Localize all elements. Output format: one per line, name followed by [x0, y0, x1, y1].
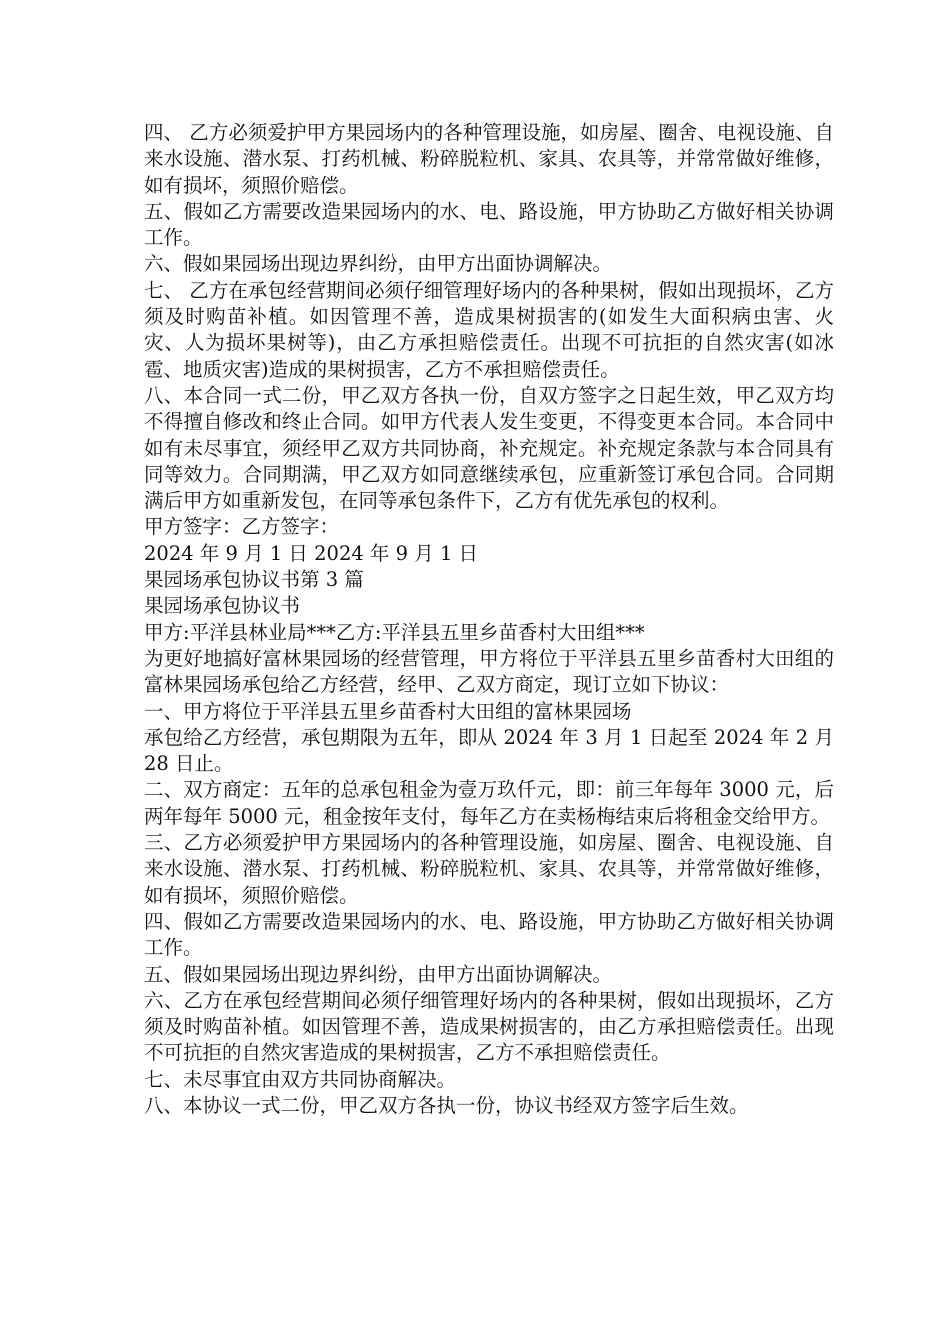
parties-line: 甲方:平洋县林业局***乙方:平洋县五里乡苗香村大田组***	[144, 620, 645, 644]
document-body	[144, 120, 834, 1119]
clause-1-orchard: 一、甲方将位于平洋县五里乡苗香村大田组的富林果园场	[144, 699, 632, 723]
clause-5-boundary: 五、假如果园场出现边界纠纷，由甲方出面协调解决。	[144, 962, 613, 986]
clause-4-facilities: 四、 乙方必须爱护甲方果园场内的各种管理设施，如房屋、圈舍、电视设施、自来水设施、潜水泵、打药机械、粉碎脱粒机、家具、农具等，并常常做好维修，如有损坏，须照价赔偿。	[144, 121, 834, 197]
clause-3-facilities: 三、乙方必须爱护甲方果园场内的各种管理设施，如房屋、圈舍、电视设施、自来水设施、潜水泵、打药机械、粉碎脱粒机、家具、农具等，并常常做好维修，如有损坏，须照价赔偿。	[144, 831, 834, 907]
clause-7-other-matters: 七、未尽事宜由双方共同协商解决。	[144, 1067, 457, 1091]
signature-dates: 2024 年 9 月 1 日 2024 年 9 月 1 日	[144, 541, 479, 565]
clause-8-contract-validity: 八、本合同一式二份，甲乙双方各执一份，自双方签字之日起生效，甲乙双方均不得擅自修改和终止合同。如甲方代表人发生变更，不得变更本合同。本合同中如有未尽事宜，须经甲乙双方共同协商，补充规定。补充规定条款与本合同具有同等效力。合同期满，甲乙双方如同意继续承包，应重新签订承包合同。合同期满后甲方如重新发包，在同等承包条件下，乙方有优先承包的权利。	[144, 383, 834, 513]
preamble: 为更好地搞好富林果园场的经营管理，甲方将位于平洋县五里乡苗香村大田组的富林果园场承包给乙方经营，经甲、乙双方商定，现订立如下协议：	[144, 646, 834, 697]
clause-5-renovation: 五、假如乙方需要改造果园场内的水、电、路设施，甲方协助乙方做好相关协调工作。	[144, 199, 834, 250]
agreement-title: 果园场承包协议书	[144, 594, 301, 618]
clause-6-boundary: 六、假如果园场出现边界纠纷，由甲方出面协调解决。	[144, 252, 613, 276]
clause-6-fruit-trees: 六、乙方在承包经营期间必须仔细管理好场内的各种果树，假如出现损坏，乙方须及时购苗补植。如因管理不善，造成果树损害的，由乙方承担赔偿责任。出现不可抗拒的自然灾害造成的果树损害，乙方不承担赔偿责任。	[144, 988, 834, 1065]
clause-7-fruit-trees: 七、 乙方在承包经营期间必须仔细管理好场内的各种果树，假如出现损坏，乙方须及时购苗补植。如因管理不善，造成果树损害的(如发生大面积病虫害、火灾、人为损坏果树等)，由乙方承担赔偿责任。出现不可抗拒的自然灾害(如冰雹、地质灾害)造成的果树损害，乙方不承担赔偿责任。	[144, 278, 834, 381]
signature-line: 甲方签字：乙方签字：	[144, 515, 340, 539]
clause-2-rent: 二、双方商定：五年的总承包租金为壹万玖仟元，即：前三年每年 3000 元，后两年每年 5000 元，租金按年支付，每年乙方在卖杨梅结束后将租金交给甲方。	[144, 778, 834, 828]
clause-1-term: 承包给乙方经营，承包期限为五年，即从 2024 年 3 月 1 日起至 2024 年 2 月 28 日止。	[144, 725, 834, 776]
section-heading: 果园场承包协议书第 3 篇	[144, 568, 364, 592]
clause-8-copies: 八、本协议一式二份，甲乙双方各执一份，协议书经双方签字后生效。	[144, 1093, 749, 1117]
clause-4-renovation: 四、假如乙方需要改造果园场内的水、电、路设施，甲方协助乙方做好相关协调工作。	[144, 909, 834, 960]
